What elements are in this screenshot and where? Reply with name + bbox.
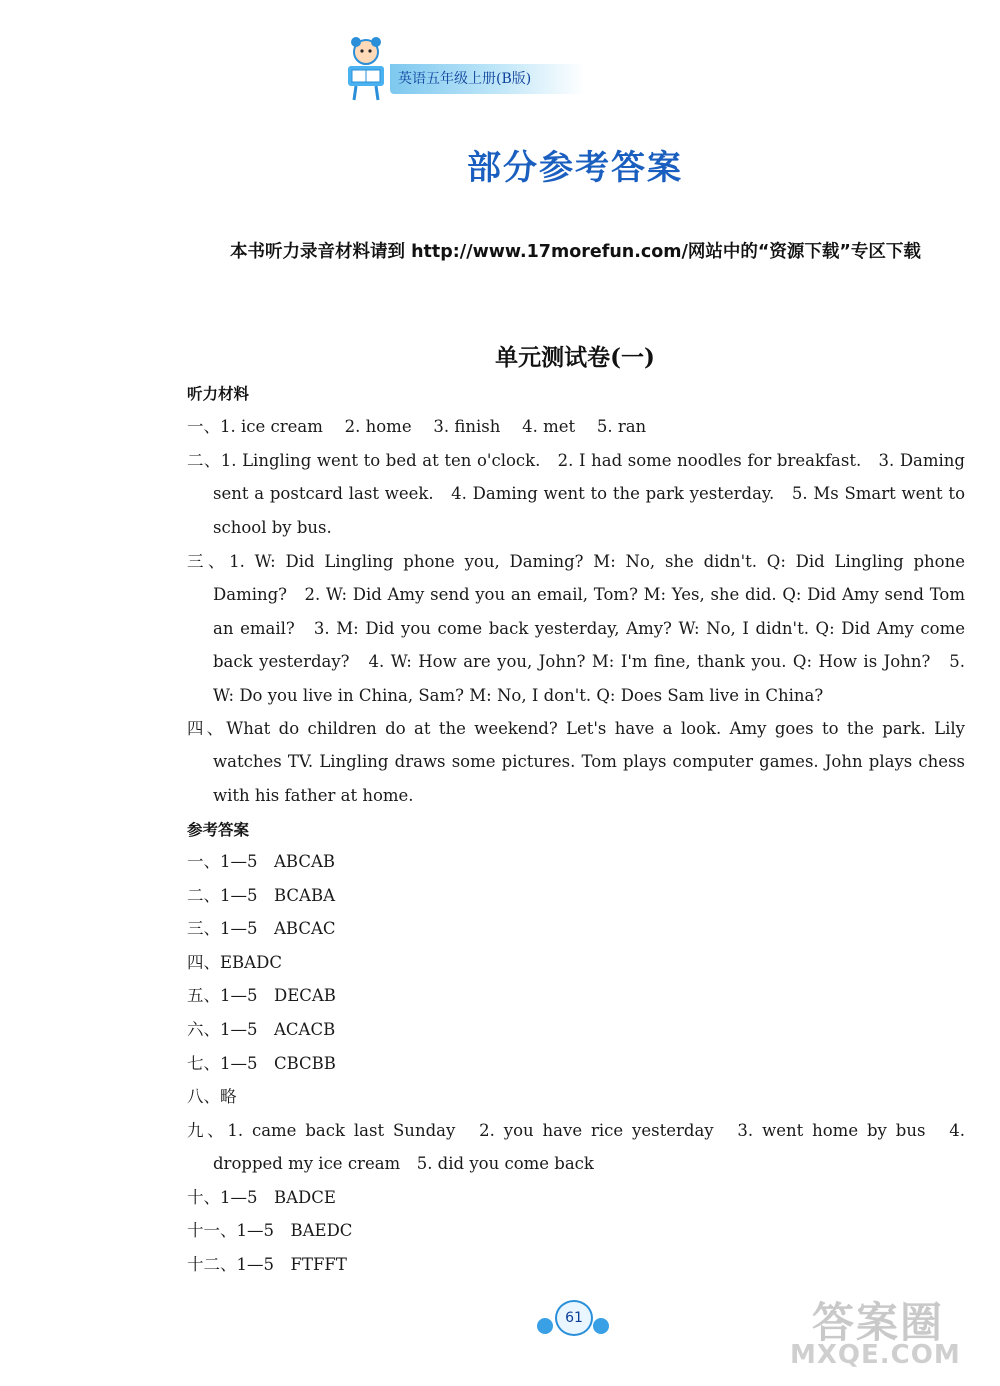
page-title: 部分参考答案 [467, 148, 683, 188]
answer-row [187, 1085, 237, 1109]
listening-item: 四、What do children do at the weekend? Let's have a look. Amy goes to the park. Lily watches TV. Lingling draws some pictures. Tom plays computer games. John plays chess with his father at home. [187, 719, 965, 805]
answer-text: 1—5 ABCAC [220, 919, 336, 938]
answer-text: 1—5 BAEDC [236, 1221, 353, 1240]
watermark-cn: 答案圈 [812, 1298, 945, 1347]
listening-item: 三、1. W: Did Lingling phone you, Daming? M: No, she didn't. Q: Did Lingling phone Daming? 2. W: Did Amy send you an email, Tom? M: Yes, she did. Q: Did Amy send Tom an email? 3. M: Did you come back yesterday, Amy? W: No, I didn't. Q: Did Amy come back yesterday? 4. W: How are you, John? M: I'm fine, thank you. Q: How is John? 5. W: Do you live in China, Sam? M: No, I don't. Q: Does Sam live in China? [187, 552, 965, 705]
answer-row [187, 1253, 347, 1277]
answer-text: EBADC [220, 953, 282, 972]
answer-row [187, 1052, 336, 1076]
answer-text: 1—5 CBCBB [220, 1054, 336, 1073]
page-number: 61 [555, 1300, 593, 1336]
answer-num: 十一、 [187, 1221, 237, 1240]
answer-num: 六、 [187, 1020, 220, 1039]
answer-text: 1—5 DECAB [220, 986, 336, 1005]
book-header [330, 36, 590, 104]
answer-text: 1—5 FTFFT [236, 1255, 347, 1274]
decor-dot-icon [537, 1318, 553, 1334]
download-notice: 本书听力录音材料请到 http://www.17morefun.com/网站中的“资源下载”专区下载 [230, 242, 921, 262]
answer-row [187, 1186, 336, 1210]
answer-num: 十、 [187, 1188, 220, 1207]
answer-num: 二、 [187, 886, 220, 905]
watermark [790, 1290, 990, 1380]
answer-num: 三、 [187, 919, 220, 938]
answer-num: 五、 [187, 986, 220, 1005]
answer-nine: 九、1. came back last Sunday 2. you have rice yesterday 3. went home by bus 4. dropped my ice cream 5. did you come back [187, 1121, 965, 1174]
answer-row [187, 917, 336, 941]
answer-text: 1—5 BCABA [220, 886, 336, 905]
watermark-en: MXQE.COM [790, 1340, 961, 1370]
answer-text: 略 [220, 1087, 237, 1106]
answer-text: 1—5 ACACB [220, 1020, 336, 1039]
answer-num: 七、 [187, 1054, 220, 1073]
answer-text: 1—5 ABCAB [220, 852, 336, 871]
listening-item: 一、1. ice cream 2. home 3. finish 4. met 5. ran [187, 417, 647, 436]
answer-num: 四、 [187, 953, 220, 972]
answer-num: 一、 [187, 852, 220, 871]
answer-row [187, 951, 282, 975]
answer-row [187, 1219, 352, 1243]
answer-row [187, 984, 336, 1008]
book-title: 英语五年级上册(B版) [390, 64, 585, 94]
listening-item: 二、1. Lingling went to bed at ten o'clock. 2. I had some noodles for breakfast. 3. Daming sent a postcard last week. 4. Daming went to the park yesterday. 5. Ms Smart went to school by bus. [187, 451, 965, 537]
answers-label: 参考答案 [187, 821, 250, 839]
answer-row [187, 884, 335, 908]
answer-row [187, 1018, 335, 1042]
child-reading-icon [340, 36, 392, 102]
answer-text: 1—5 BADCE [220, 1188, 336, 1207]
answer-row [187, 850, 335, 874]
section-title: 单元测试卷(一) [495, 344, 655, 371]
answer-num: 八、 [187, 1087, 220, 1106]
answer-num: 十二、 [187, 1255, 237, 1274]
decor-dot-icon [593, 1318, 609, 1334]
listening-label: 听力材料 [187, 385, 250, 403]
page-number-badge [533, 1296, 613, 1340]
